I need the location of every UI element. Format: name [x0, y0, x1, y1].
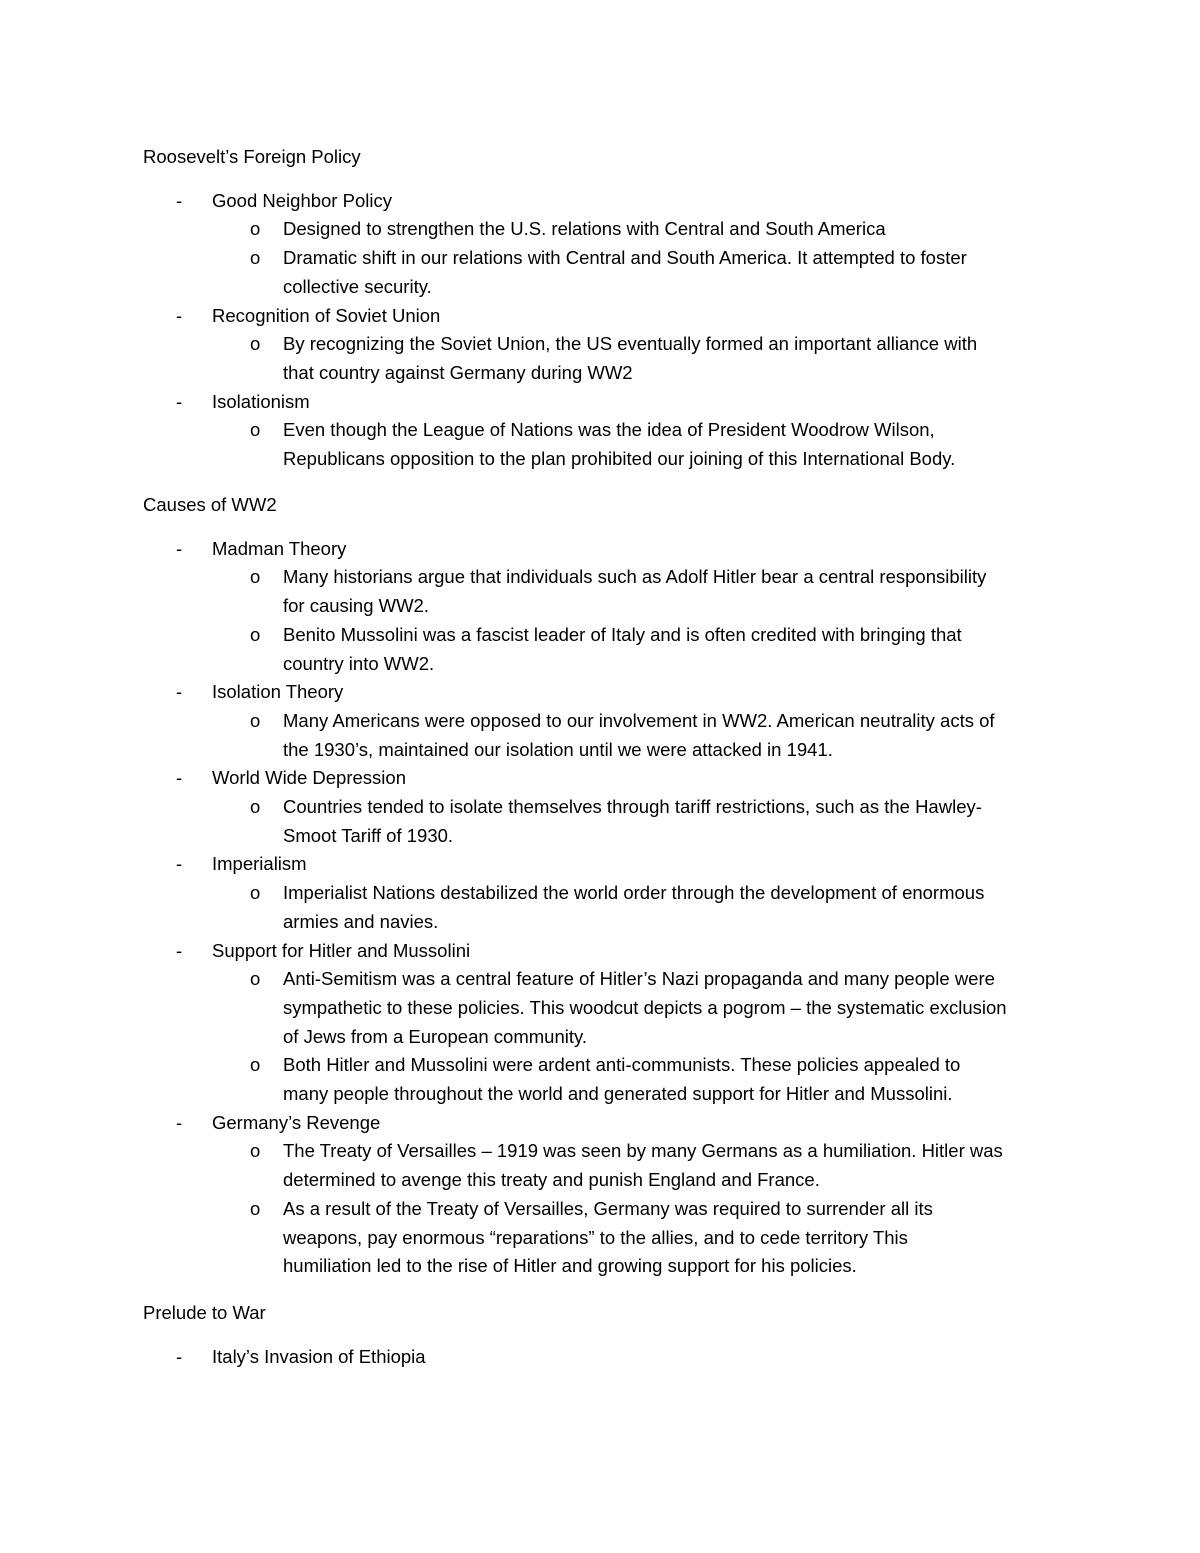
outline-subitem-line: many people throughout the world and generated support for Hitler and Mussolini. — [283, 1083, 953, 1104]
outline-subitem-line: that country against Germany during WW2 — [283, 361, 633, 383]
circle-bullet: o — [250, 796, 261, 817]
outline-item: Support for Hitler and Mussolini — [212, 939, 471, 961]
dash-bullet: - — [176, 1345, 183, 1367]
dash-bullet: - — [176, 390, 183, 412]
outline-subitem-line: Imperialist Nations destabilized the world order through the development of enormous — [283, 882, 985, 904]
outline-item: Good Neighbor Policy — [212, 189, 392, 211]
circle-bullet: o — [250, 419, 261, 441]
outline-subitem-line: collective security. — [283, 275, 432, 297]
outline-subitem-line: Republicans opposition to the plan prohibited our joining of this International Body. — [283, 448, 956, 469]
dash-bullet: - — [176, 681, 183, 703]
outline-subitem-line: armies and navies. — [283, 910, 439, 932]
outline-subitem-line: Smoot Tariff of 1930. — [283, 824, 454, 846]
dash-bullet: - — [176, 853, 183, 875]
outline-subitem-line: humiliation led to the rise of Hitler and growing support for his policies. — [283, 1255, 857, 1277]
circle-bullet: o — [250, 1054, 261, 1076]
outline-item: Madman Theory — [212, 537, 347, 559]
circle-bullet: o — [250, 1140, 261, 1162]
outline-subitem-line: country into WW2. — [283, 652, 435, 674]
outline-item: Recognition of Soviet Union — [212, 304, 441, 326]
outline-subitem-line: sympathetic to these policies. This woodcut depicts a pogrom – the systematic exclusion — [283, 996, 1007, 1018]
circle-bullet: o — [250, 709, 261, 731]
section-heading: Prelude to War — [143, 1302, 266, 1323]
outline-subitem-line: for causing WW2. — [283, 595, 429, 617]
section-heading: Roosevelt’s Foreign Policy — [143, 146, 361, 167]
circle-bullet: o — [250, 218, 261, 240]
outline-item: Italy’s Invasion of Ethiopia — [212, 1345, 426, 1367]
outline-item: Isolationism — [212, 390, 310, 412]
outline-subitem-line: Countries tended to isolate themselves through tariff restrictions, such as the Hawley- — [283, 796, 982, 817]
outline-item: World Wide Depression — [212, 767, 406, 789]
outline-subitem-line: Many historians argue that individuals such as Adolf Hitler bear a central responsibility — [283, 566, 987, 588]
circle-bullet: o — [250, 623, 261, 645]
outline-item: Isolation Theory — [212, 681, 344, 703]
outline-subitem-line: of Jews from a European community. — [283, 1025, 588, 1047]
outline-subitem-line: determined to avenge this treaty and punish England and France. — [283, 1169, 820, 1191]
outline-subitem-line: Even though the League of Nations was the idea of President Woodrow Wilson, — [283, 419, 935, 441]
outline-item: Germany’s Revenge — [212, 1111, 381, 1133]
circle-bullet: o — [250, 1197, 261, 1219]
circle-bullet: o — [250, 566, 261, 588]
dash-bullet: - — [176, 1111, 183, 1133]
dash-bullet: - — [176, 537, 183, 559]
outline-subitem-line: Dramatic shift in our relations with Central and South America. It attempted to foster — [283, 247, 967, 269]
outline-subitem-line: Designed to strengthen the U.S. relations with Central and South America — [283, 218, 886, 240]
outline-item: Imperialism — [212, 853, 307, 875]
outline-subitem-line: Benito Mussolini was a fascist leader of Italy and is often credited with bringing that — [283, 623, 962, 645]
dash-bullet: - — [176, 767, 183, 789]
dash-bullet: - — [176, 304, 183, 326]
circle-bullet: o — [250, 968, 261, 990]
outline-subitem-line: As a result of the Treaty of Versailles, Germany was required to surrender all its — [283, 1197, 933, 1219]
circle-bullet: o — [250, 333, 261, 355]
circle-bullet: o — [250, 882, 261, 904]
outline-subitem-line: Many Americans were opposed to our involvement in WW2. American neutrality acts of — [283, 709, 995, 731]
dash-bullet: - — [176, 189, 183, 211]
outline-subitem-line: Both Hitler and Mussolini were ardent anti-communists. These policies appealed to — [283, 1054, 961, 1076]
outline-subitem-line: Anti-Semitism was a central feature of Hitler’s Nazi propaganda and many people were — [283, 968, 995, 990]
outline-subitem-line: The Treaty of Versailles – 1919 was seen by many Germans as a humiliation. Hitler was — [283, 1140, 1003, 1162]
circle-bullet: o — [250, 247, 261, 269]
dash-bullet: - — [176, 939, 183, 961]
outline-subitem-line: weapons, pay enormous “reparations” to the allies, and to cede territory This — [283, 1226, 908, 1248]
outline-subitem-line: By recognizing the Soviet Union, the US eventually formed an important alliance with — [283, 333, 978, 355]
outline-subitem-line: the 1930’s, maintained our isolation until we were attacked in 1941. — [283, 738, 833, 760]
section-heading: Causes of WW2 — [143, 494, 277, 515]
